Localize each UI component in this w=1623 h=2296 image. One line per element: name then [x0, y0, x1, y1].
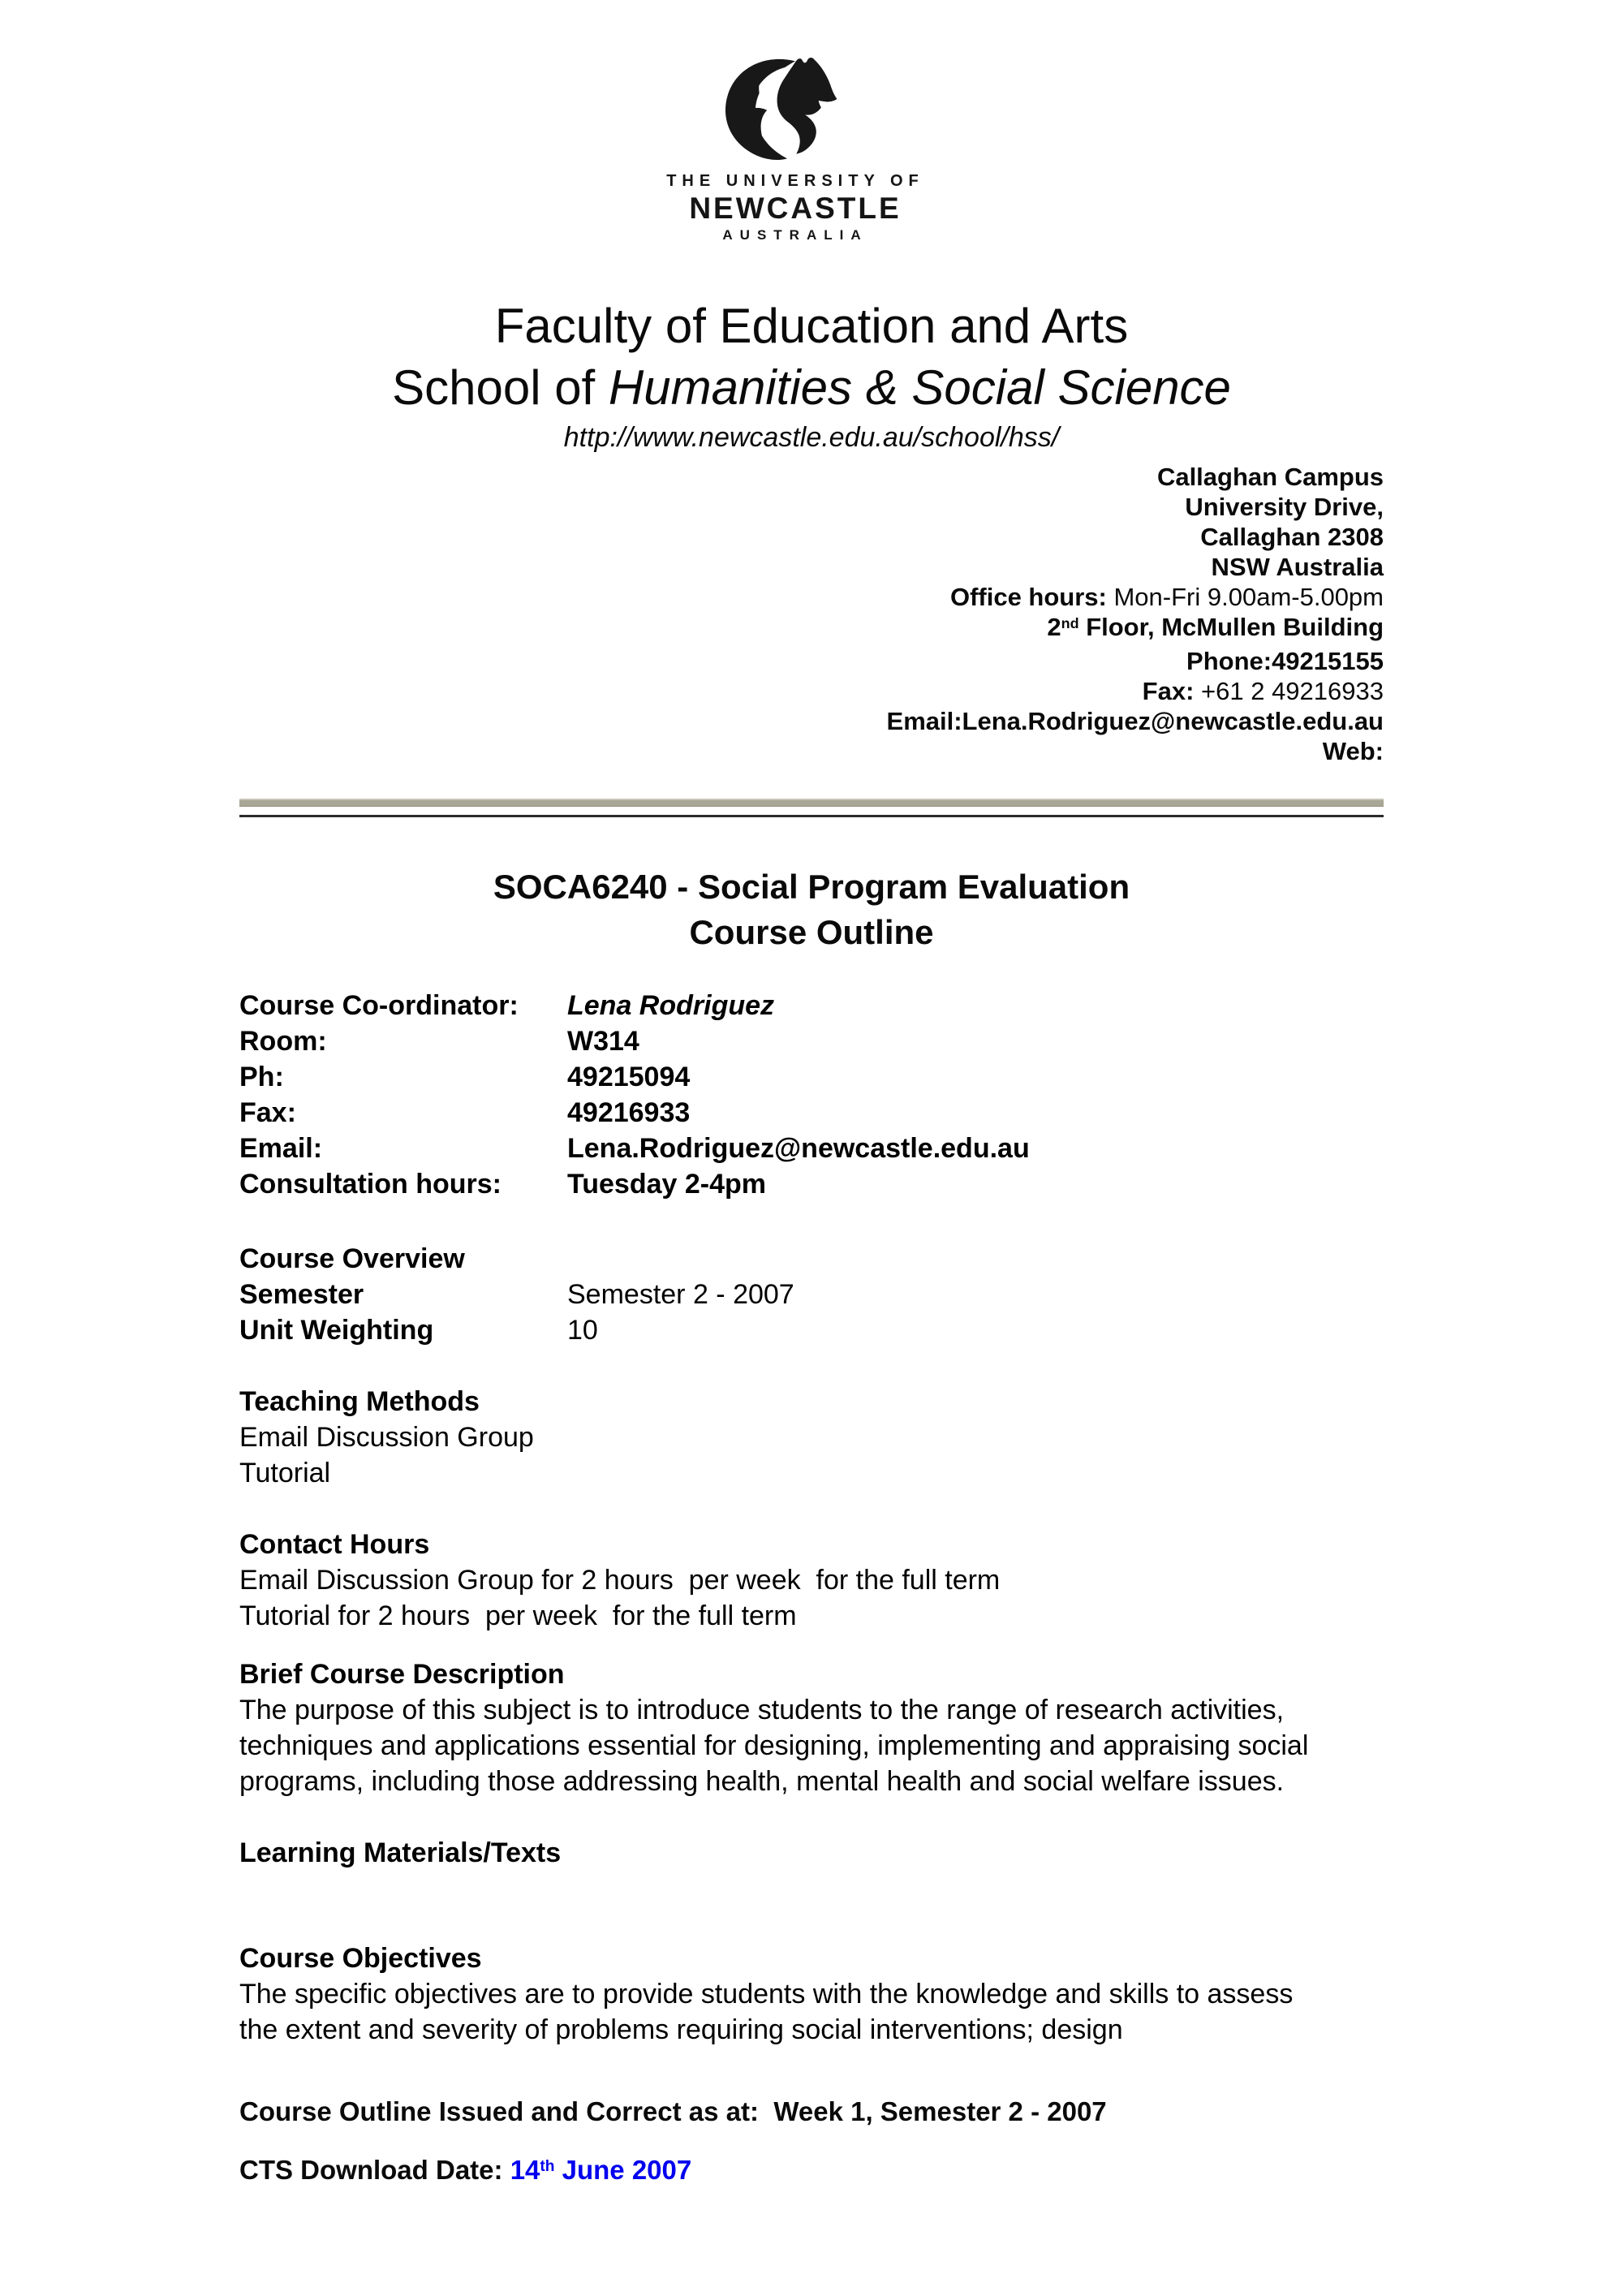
contact-hours-heading: Contact Hours — [239, 1529, 430, 1560]
divider-bar — [239, 799, 1384, 807]
address-line: University Drive, — [1185, 493, 1384, 521]
email-line: Email:Lena.Rodriguez@newcastle.edu.au — [886, 707, 1384, 735]
fax-line: Fax: +61 2 49216933 — [1142, 677, 1384, 705]
consultation-row: Consultation hours: Tuesday 2-4pm — [239, 1169, 767, 1200]
campus-name: Callaghan Campus — [1156, 463, 1384, 491]
issued-correct-line: Course Outline Issued and Correct as at: Week 1, Semester 2 - 2007 — [239, 2096, 1107, 2126]
cts-date: 14th June 2007 — [510, 2155, 692, 2185]
cts-download-line: CTS Download Date: 14th June 2007 — [239, 2155, 692, 2185]
semester-row: Semester Semester 2 - 2007 — [239, 1279, 794, 1310]
campus-contact-block — [239, 462, 1384, 766]
faculty-line: Faculty of Education and Arts — [494, 299, 1129, 353]
course-description-section — [239, 1656, 1384, 1799]
newcastle-seahorse-icon — [706, 45, 885, 167]
faculty-heading — [239, 295, 1384, 419]
course-overview-heading: Course Overview — [239, 1243, 465, 1274]
contact-hours-section — [239, 1527, 1384, 1634]
teaching-methods-section — [239, 1384, 1384, 1491]
web-line: Web: — [1322, 737, 1384, 765]
course-title-line1: SOCA6240 - Social Program Evaluation — [493, 868, 1130, 906]
teaching-methods-heading: Teaching Methods — [239, 1386, 480, 1417]
school-line: School of Humanities & Social Science — [392, 360, 1231, 415]
section-divider — [239, 799, 1384, 817]
course-title-line2: Course Outline — [689, 913, 934, 951]
course-description-heading: Brief Course Description — [239, 1659, 565, 1690]
logo-text-newcastle: NEWCASTLE — [689, 192, 902, 225]
course-objectives-section — [239, 1941, 1384, 2048]
coordinator-table — [239, 988, 1384, 1202]
course-objectives-text: The specific objectives are to provide students with the knowledge and skills to assess the extent and severity of problems requiring social interventions; design — [239, 1979, 1301, 2045]
logo-text-australia: AUSTRALIA — [722, 227, 868, 243]
coordinator-row: Course Co-ordinator: Lena Rodriguez — [239, 990, 775, 1021]
learning-materials-section — [239, 1835, 1384, 1871]
university-logo — [223, 0, 1367, 243]
address-line: NSW Australia — [1211, 553, 1384, 581]
course-title — [239, 864, 1384, 955]
floor-line: 2nd Floor, McMullen Building — [1047, 613, 1384, 641]
phone-line: Phone:49215155 — [1186, 647, 1384, 675]
learning-materials-heading: Learning Materials/Texts — [239, 1837, 562, 1868]
school-url: http://www.newcastle.edu.au/school/hss/ — [563, 422, 1060, 453]
divider-rule — [239, 815, 1384, 817]
teaching-method-line: Email Discussion Group — [239, 1422, 534, 1453]
contact-hours-line: Tutorial for 2 hours per week for the full term — [239, 1600, 797, 1631]
unit-weighting-row: Unit Weighting 10 — [239, 1315, 598, 1346]
course-objectives-heading: Course Objectives — [239, 1943, 482, 1974]
contact-hours-line: Email Discussion Group for 2 hours per week for the full term — [239, 1565, 1001, 1596]
address-line: Callaghan 2308 — [1200, 523, 1384, 551]
logo-text-the-university-of: THE UNIVERSITY OF — [666, 172, 924, 190]
office-hours-line: Office hours: Mon-Fri 9.00am-5.00pm — [949, 583, 1384, 611]
email-row: Email: Lena.Rodriguez@newcastle.edu.au — [239, 1133, 1030, 1164]
course-description-text: The purpose of this subject is to introduce students to the range of research activities, techniques and applications essential for designing, implementing and appraising social programs, including those addressing health, mental health and social welfare issues. — [239, 1695, 1316, 1797]
room-row: Room: W314 — [239, 1026, 639, 1057]
course-overview-section — [239, 1241, 1384, 1348]
teaching-method-line: Tutorial — [239, 1458, 331, 1488]
fax-row: Fax: 49216933 — [239, 1097, 691, 1128]
phone-row: Ph: 49215094 — [239, 1062, 691, 1092]
